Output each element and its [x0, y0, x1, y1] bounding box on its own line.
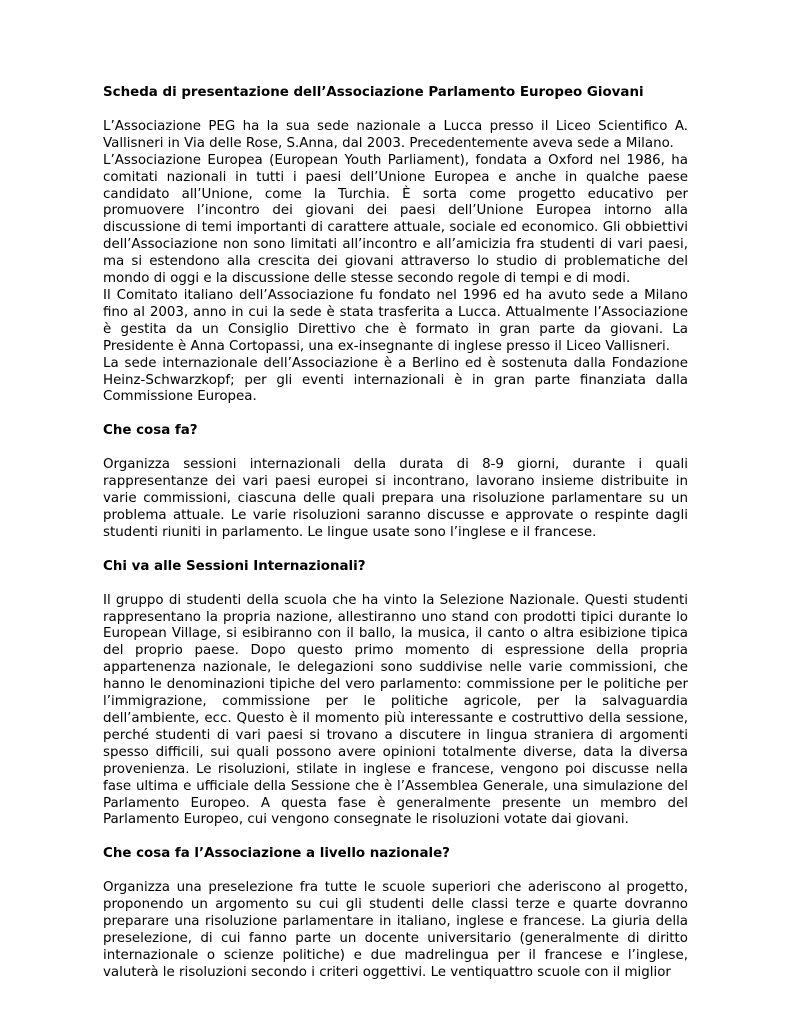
section-che-cosa-fa	[103, 423, 688, 541]
intro-paragraph-4: La sede internazionale dell’Associazione è a Berlino ed è sostenuta dalla Fondazione Heinz-Schwarzkopf; per gli eventi internazionali è in gran parte finanziata dalla Commissione Europea.	[103, 355, 688, 405]
section-heading: Chi va alle Sessioni Internazionali?	[103, 558, 366, 574]
section-body: Il gruppo di studenti della scuola che ha vinto la Selezione Nazionale. Questi studenti rappresentano la propria nazione, allestiranno uno stand con prodotti tipici durante lo European Village, si esibiranno con il ballo, la musica, il canto o altra esibizione tipica del proprio paese. Dopo questo primo momento di espressione della propria appartenenza nazionale, le delegazioni sono suddivise nelle varie commissioni, che hanno le denominazioni tipiche del vero parlamento: commissione per le politiche per l’immigrazione, commissione per le politiche agricole, per la salvaguardia dell’ambiente, ecc. Questo è il momento più interessante e costruttivo della sessione, perché studenti di vari paesi si trovano a discutere in lingua straniera di argomenti spesso difficili, sui quali possono avere opinioni totalmente diverse, data la diversa provenienza. Le risoluzioni, stilate in inglese e francese, vengono poi discusse nella fase ultima e ufficiale della Sessione che è l’Assemblea Generale, una simulazione del Parlamento Europeo. A questa fase è generalmente presente un membro del Parlamento Europeo, cui vengono consegnate le risoluzioni votate dai giovani.	[103, 592, 688, 828]
section-chi-va-alle-sessioni	[103, 559, 688, 830]
intro-paragraph-1: L’Associazione PEG ha la sua sede nazionale a Lucca presso il Liceo Scientifico A. Vallisneri in Via delle Rose, S.Anna, dal 2003. Precedentemente aveva sede a Milano.	[103, 118, 688, 151]
section-body: Organizza una preselezione fra tutte le scuole superiori che aderiscono al progetto, proponendo un argomento su cui gli studenti delle classi terze e quarte dovranno preparare una risoluzione parlamentare in italiano, inglese e francese. La giuria della preselezione, di cui fanno parte un docente universitario (generalmente di diritto internazionale o scienze politiche) e due madrelingua per il francese e l’inglese, valuterà le risoluzioni secondo i criteri oggettivi. Le ventiquattro scuole con il miglior	[103, 880, 688, 980]
intro-block	[103, 119, 688, 406]
document-page	[103, 85, 688, 982]
section-body: Organizza sessioni internazionali della durata di 8-9 giorni, durante i quali rappresentanze dei vari paesi europei si incontrano, lavorano insieme distribuite in varie commissioni, ciascuna delle quali prepara una risoluzione parlamentare su un problema attuale. Le varie risoluzioni saranno discusse e approvate o respinte dagli studenti riuniti in parlamento. Le lingue usate sono l’inglese e il francese.	[103, 457, 688, 540]
section-livello-nazionale	[103, 846, 688, 981]
section-heading: Che cosa fa l’Associazione a livello nazionale?	[103, 846, 450, 862]
intro-paragraph-3: Il Comitato italiano dell’Associazione fu fondato nel 1996 ed ha avuto sede a Milano fino al 2003, anno in cui la sede è stata trasferita a Lucca. Attualmente l’Associazione è gestita da un Consiglio Direttivo che è formato in gran parte da giovani. La Presidente è Anna Cortopassi, una ex-insegnante di inglese presso il Liceo Vallisneri.	[103, 287, 688, 354]
intro-paragraph-2: L’Associazione Europea (European Youth Parliament), fondata a Oxford nel 1986, ha comitati nazionali in tutti i paesi dell’Unione Europea e anche in qualche paese candidato all’Unione, come la Turchia. È sorta come progetto educativo per promuovere l’incontro dei giovani dei paesi dell’Unione Europea intorno alla discussione di temi importanti di carattere attuale, sociale ed economico. Gli obbiettivi dell’Associazione non sono limitati all’incontro e all’amicizia fra studenti di vari paesi, ma si estendono alla crescita dei giovani attraverso lo studio di problematiche del mondo di oggi e la discussione delle stesse secondo regole di tempi e di modi.	[103, 152, 688, 287]
document-title: Scheda di presentazione dell’Associazione Parlamento Europeo Giovani	[103, 85, 644, 100]
section-heading: Che cosa fa?	[103, 423, 198, 439]
